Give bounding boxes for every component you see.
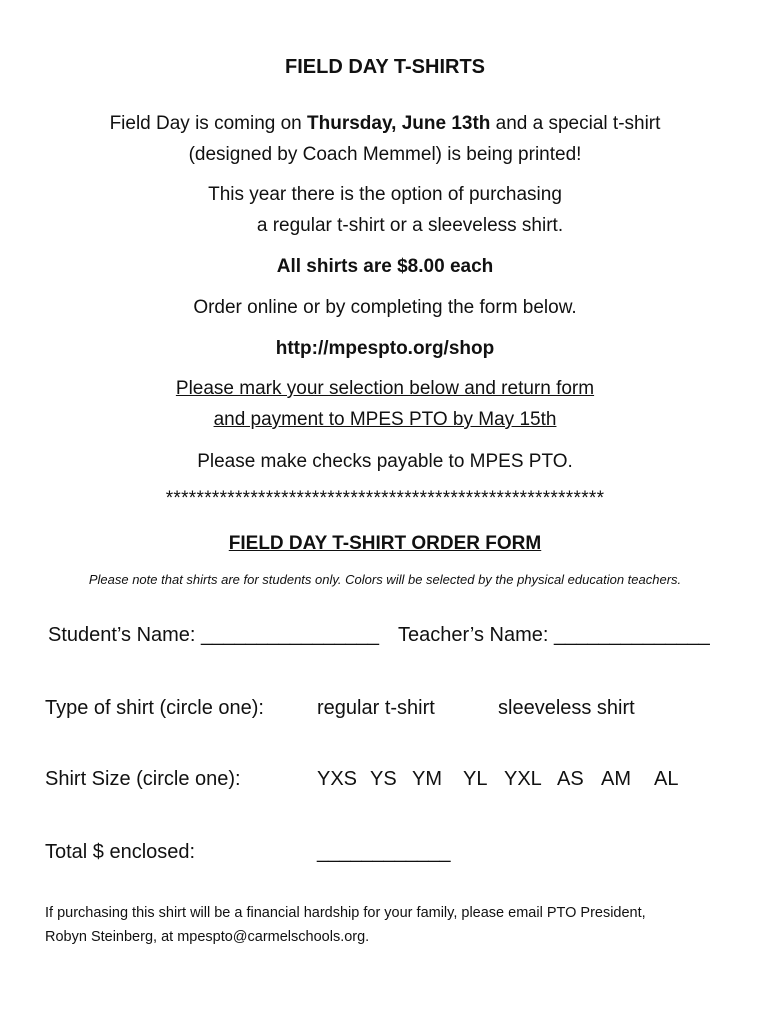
size-option-as[interactable]: AS — [557, 768, 584, 790]
price-line: All shirts are $8.00 each — [276, 256, 494, 277]
form-note: Please note that shirts are for students only. Colors will be selected by the physical education teachers. — [88, 572, 682, 587]
page-title: FIELD DAY T-SHIRTS — [284, 56, 486, 78]
size-option-yl[interactable]: YL — [463, 768, 488, 790]
total-label: Total $ enclosed: — [45, 841, 196, 863]
intro-line-3: This year there is the option of purchasing — [208, 184, 562, 205]
divider: ********************************************************* — [165, 488, 605, 509]
checks-line: Please make checks payable to MPES PTO. — [197, 451, 573, 472]
form-title: FIELD DAY T-SHIRT ORDER FORM — [228, 533, 542, 554]
teacher-name-field[interactable]: Teacher’s Name: ______________ — [398, 624, 710, 646]
event-date: Thursday, June 13th — [307, 113, 491, 134]
size-option-am[interactable]: AM — [601, 768, 631, 790]
size-option-al[interactable]: AL — [654, 768, 679, 790]
order-line: Order online or by completing the form below. — [193, 297, 577, 318]
size-option-yxs[interactable]: YXS — [317, 768, 358, 790]
footer-line-1: If purchasing this shirt will be a financial hardship for your family, please email PTO President, — [45, 905, 646, 921]
option-sleeveless-shirt[interactable]: sleeveless shirt — [498, 697, 635, 719]
size-option-ys[interactable]: YS — [370, 768, 397, 790]
intro-text-suffix: and a special t-shirt — [490, 113, 661, 134]
size-option-ym[interactable]: YM — [412, 768, 442, 790]
return-line-2: and payment to MPES PTO by May 15th — [213, 409, 557, 430]
total-blank-field[interactable]: ____________ — [317, 841, 451, 863]
intro-line-2: (designed by Coach Memmel) is being printed! — [188, 144, 582, 165]
size-option-yxl[interactable]: YXL — [504, 768, 542, 790]
shirt-type-label: Type of shirt (circle one): — [45, 697, 264, 719]
intro-text-prefix: Field Day is coming on — [109, 113, 308, 134]
shirt-size-label: Shirt Size (circle one): — [45, 768, 241, 790]
footer-line-2: Robyn Steinberg, at mpespto@carmelschools.org. — [45, 929, 370, 945]
student-name-field[interactable]: Student’s Name: ________________ — [48, 624, 380, 646]
return-line-1: Please mark your selection below and return form — [175, 378, 595, 399]
intro-line-1 — [0, 113, 770, 135]
intro-line-4: a regular t-shirt or a sleeveless shirt. — [256, 215, 564, 236]
shop-url[interactable]: http://mpespto.org/shop — [275, 338, 495, 359]
option-regular-tshirt[interactable]: regular t-shirt — [317, 697, 435, 719]
